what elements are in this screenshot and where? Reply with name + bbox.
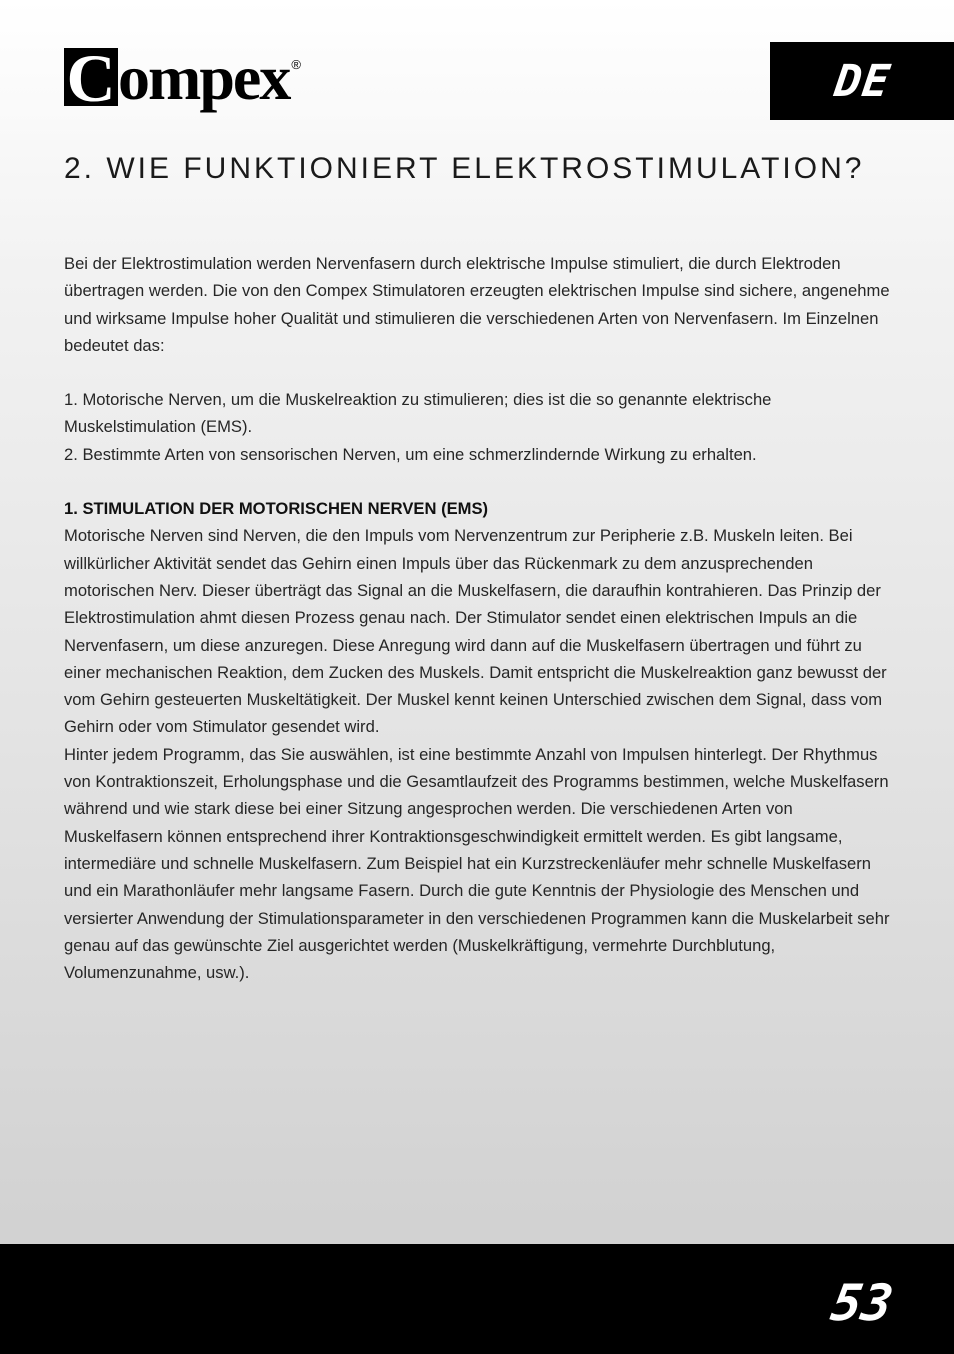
language-tab <box>770 42 954 120</box>
logo-wordmark: ompex <box>118 42 290 113</box>
spacer <box>64 468 894 495</box>
logo-initial: C <box>64 48 118 106</box>
intro-paragraph: Bei der Elektrostimulation werden Nervenfasern durch elektrische Impulse stimuliert, die durch Elektroden übertragen werden. Die von den Compex Stimulatoren erzeugten elektrischen Impulse sind sichere, angenehme und wirksame Impulse hoher Qualität und stimulieren die verschiedenen Arten von Nervenfasern. Im Einzelnen bedeutet das: <box>64 254 890 355</box>
section-title: 1. STIMULATION DER MOTORISCHEN NERVEN (EMS) <box>64 499 489 519</box>
compex-logo <box>64 40 301 120</box>
section-paragraph: Motorische Nerven sind Nerven, die den Impuls vom Nervenzentrum zur Peripherie z.B. Muskeln leiten. Bei willkürlicher Aktivität sendet das Gehirn einen Impuls über das Rückenmark zu dem anzusprechenden motorischen Nerv. Dieser überträgt das Signal an die Muskelfasern, die daraufhin kontrahieren. Das Prinzip der Elektrostimulation ahmt diesen Prozess genau nach. Der Stimulator sendet einen elektrischen Impuls an die Nervenfasern, um diese anzuregen. Diese Anregung wird dann auf die Muskelfasern übertragen und führt zu einer mechanischen Reaktion, dem Zucken des Muskels. Damit entspricht die Muskelreaktion ganz bewusst der vom Gehirn gesteuerten Muskeltätigkeit. Der Muskel kennt keinen Unterschied zwischen dem Signal, dass vom Gehirn oder vom Stimulator gesendet wird. <box>64 526 887 737</box>
language-label: DE <box>830 55 894 107</box>
main-content <box>64 250 894 986</box>
page-number: 53 <box>826 1274 898 1332</box>
spacer <box>64 359 894 386</box>
section-paragraph: Hinter jedem Programm, das Sie auswählen, ist eine bestimmte Anzahl von Impulsen hinterlegt. Der Rhythmus von Kontraktionszeit, Erholungsphase und die Gesamtlaufzeit des Programms bestimmen, welche Muskelfasern während und wie stark diese bei einer Sitzung angesprochen werden. Die verschiedenen Arten von Muskelfasern können entsprechend ihrer Kontraktionsgeschwindigkeit ermittelt werden. Es gibt langsame, intermediäre und schnelle Muskelfasern. Zum Beispiel hat ein Kurzstreckenläufer mehr schnelle Muskelfasern und ein Marathonläufer mehr langsame Fasern. Durch die gute Kenntnis der Physiologie des Menschen und versierter Anwendung der Stimulationsparameter in den verschiedenen Programmen kann die Muskelarbeit sehr genau auf das gewünschte Ziel ausgerichtet werden (Muskelkräftigung, vermehrte Durchblutung, Volumenzunahme, usw.). <box>64 744 890 983</box>
registered-mark: ® <box>291 57 301 72</box>
list-item: 1. Motorische Nerven, um die Muskelreaktion zu stimulieren; dies ist die so genannte elektrische Muskelstimulation (EMS). <box>64 390 772 437</box>
list-item: 2. Bestimmte Arten von sensorischen Nerven, um eine schmerzlindernde Wirkung zu erhalten. <box>64 444 757 464</box>
page-title: 2. WIE FUNKTIONIERT ELEKTROSTIMULATION? <box>64 152 865 185</box>
footer-bar <box>0 1244 954 1354</box>
